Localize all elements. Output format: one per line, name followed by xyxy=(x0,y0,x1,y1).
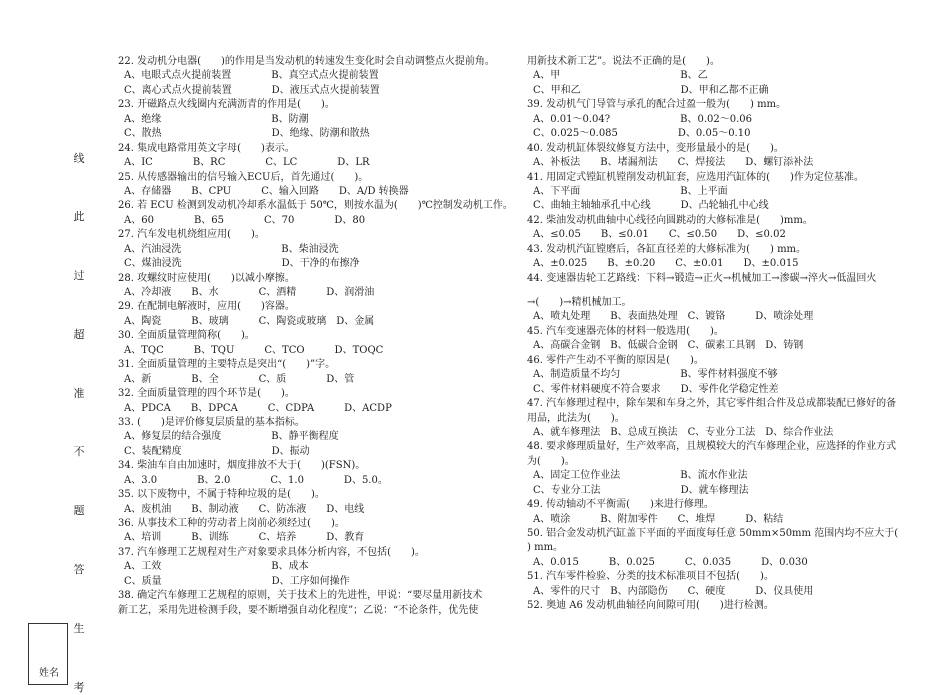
answer-options: C、曲轴主轴轴承孔中心线 D、凸轮轴孔中心线 xyxy=(533,200,769,212)
seal-char: 超 xyxy=(73,328,85,341)
answer-options: A、零件的尺寸 B、内部隐伤 C、硬度 D、仪具使用 xyxy=(533,585,814,597)
question-text: 34. 柴油车自由加速时，烟度排放不大于( )(FSN)。 xyxy=(118,460,366,472)
answer-options: C、专业分工法 D、就车修理法 xyxy=(533,484,749,496)
question-text: ) mm。 xyxy=(527,542,564,554)
answer-options: A、陶瓷 B、玻璃 C、陶瓷或玻璃 D、金属 xyxy=(124,315,375,327)
question-text: 44. 变速器齿轮工艺路线：下料→锻造→正火→机械加工→渗碳→淬火→低温回火 xyxy=(527,272,877,284)
answer-options: A、0.015 B、0.025 C、0.035 D、0.030 xyxy=(533,556,808,568)
answer-options: C、质量 D、工序如何操作 xyxy=(124,575,350,587)
question-text: 46. 零件产生动不平衡的原因是( )。 xyxy=(527,354,704,366)
answer-options: A、制造质量不均匀 B、零件材料强度不够 xyxy=(533,369,778,381)
seal-char: 生 xyxy=(73,622,85,635)
question-text: 31. 全面质量管理的主要特点是突出“( )”字。 xyxy=(118,359,336,371)
question-text: 25. 从传感器输出的信号输入ECU后，首先通过( )。 xyxy=(118,171,369,183)
question-text: 32. 全面质量管理的四个环节是( )。 xyxy=(118,388,295,400)
answer-options: A、±0.025 B、±0.20 C、±0.01 D、±0.015 xyxy=(533,258,799,270)
answer-options: C、离心式点火提前装置 D、液压式点火提前装置 xyxy=(124,84,380,96)
question-text: 45. 汽车变速器壳体的材料一般选用( )。 xyxy=(527,325,724,337)
answer-options: A、下平面 B、上平面 xyxy=(533,185,728,197)
answer-options: C、零件材料硬度不符合要求 D、零件化学稳定性差 xyxy=(533,383,779,395)
seal-char: 题 xyxy=(73,504,85,517)
answer-options: A、≤0.05 B、≤0.01 C、≤0.50 D、≤0.02 xyxy=(533,229,786,241)
answer-options: A、60 B、65 C、70 D、80 xyxy=(124,214,366,226)
question-text: 26. 若 ECU 检测到发动机冷却系水温低于 50℃，则按水温为( )℃控制发动机工作。 xyxy=(118,200,513,212)
question-text: 用品，此法为( )。 xyxy=(527,412,625,424)
answer-options: A、废机油 B、制动液 C、防冻液 D、电线 xyxy=(124,503,365,515)
question-text: 49. 传动轴动不平衡需( )来进行修理。 xyxy=(527,499,714,511)
answer-options: C、甲和乙 D、甲和乙都不正确 xyxy=(533,84,769,96)
answer-options: A、喷丸处理 B、表面热处理 C、镀铬 D、喷涂处理 xyxy=(533,311,814,323)
answer-options: A、存储器 B、CPU C、输入回路 D、A/D 转换器 xyxy=(124,185,409,197)
answer-options: A、IC B、RC C、LC D、LR xyxy=(124,157,370,169)
name-label: 姓名 xyxy=(39,668,59,679)
answer-options: A、修复层的结合强度 B、静平衡程度 xyxy=(124,431,339,443)
answer-options: A、喷涂 B、附加零件 C、堆焊 D、粘结 xyxy=(533,513,784,525)
question-text: 43. 发动机汽缸镗磨后，各缸直径差的大修标准为( ) mm。 xyxy=(527,243,807,255)
question-text: 38. 确定汽车修理工艺规程的原则，关于技术上的先进性，甲说：“要尽量用新技术 xyxy=(118,590,483,602)
question-text: 50. 铝合金发动机汽缸盖下平面的平面度每任意 50mm×50mm 范围内均不应大于( xyxy=(527,528,899,539)
answer-options: A、固定工位作业法 B、流水作业法 xyxy=(533,470,748,482)
question-text: 48. 要求修理质量好，生产效率高，且规模较大的汽车修理企业，应选择的作业方式 xyxy=(527,441,897,453)
seal-char: 准 xyxy=(73,387,85,400)
question-text: 40. 发动机缸体裂纹修复方法中，变形量最小的是( )。 xyxy=(527,142,784,154)
question-text: 新工艺，采用先进检测手段，要不断增强自动化程度”；乙说：“不论条件，优先使 xyxy=(118,604,479,616)
question-text: →( )→精机械加工。 xyxy=(527,297,632,308)
answer-options: C、煤油浸洗 D、干净的布擦净 xyxy=(124,258,360,270)
seal-char: 答 xyxy=(73,563,85,576)
seal-char: 考 xyxy=(73,681,85,694)
answer-options: A、PDCA B、DPCA C、CDPA D、ACDP xyxy=(124,402,392,414)
answer-options: A、甲 B、乙 xyxy=(533,70,708,82)
seal-char: 过 xyxy=(73,269,85,282)
question-column-left xyxy=(118,55,513,618)
examinee-name-box xyxy=(28,623,68,685)
question-text: 52. 奥迪 A6 发动机曲轴径向间隙可用( )进行检测。 xyxy=(527,600,774,612)
question-column-right xyxy=(527,55,899,614)
question-text: 47. 汽车修理过程中，除车架和车身之外，其它零件组合件及总成都装配已修好的备 xyxy=(527,398,897,410)
seal-char: 此 xyxy=(73,210,85,223)
answer-options: A、汽油浸洗 B、柴油浸洗 xyxy=(124,243,339,255)
question-text: 35. 以下废物中，不属于特种垃圾的是( )。 xyxy=(118,489,325,501)
question-text: 39. 发动机气门导管与承孔的配合过盈一般为( ) mm。 xyxy=(527,99,787,111)
question-text: 为( )。 xyxy=(527,455,575,467)
question-text: 24. 集成电路常用英文字母( )表示。 xyxy=(118,142,295,154)
question-text: 29. 在配制电解液时，应用( )容器。 xyxy=(118,301,295,313)
seal-char: 线 xyxy=(73,152,85,165)
answer-options: C、0.025～0.085 D、0.05～0.10 xyxy=(533,128,751,140)
answer-options: A、就车修理法 B、总成互换法 C、专业分工法 D、综合作业法 xyxy=(533,426,834,438)
question-text: 22. 发动机分电器( )的作用是当发动机的转速发生变化时会自动调整点火提前角。 xyxy=(118,56,495,67)
answer-options: A、0.01～0.04? B、0.02～0.06 xyxy=(533,113,752,125)
answer-options: A、工效 B、成本 xyxy=(124,561,309,573)
answer-options: C、散热 D、绝缘、防潮和散热 xyxy=(124,128,370,140)
answer-options: A、培训 B、训练 C、培养 D、教育 xyxy=(124,532,365,544)
answer-options: A、新 B、全 C、质 D、管 xyxy=(124,373,355,385)
question-text: 51. 汽车零件检验、分类的技术标准项目不包括( )。 xyxy=(527,571,774,583)
question-text: 37. 汽车修理工艺规程对生产对象要求具体分析内容，不包括( )。 xyxy=(118,546,425,558)
answer-options: A、电眼式点火提前装置 B、真空式点火提前装置 xyxy=(124,70,379,82)
answer-options: A、高碳合金钢 B、低碳合金钢 C、碳素工具钢 D、铸钢 xyxy=(533,340,804,352)
question-text: 42. 柴油发动机曲轴中心线径向圆跳动的大修标准是( )mm。 xyxy=(527,214,813,226)
answer-options: A、冷却液 B、水 C、酒精 D、润滑油 xyxy=(124,287,375,298)
question-text: 27. 汽车发电机绕组应用( )。 xyxy=(118,229,265,241)
question-text: 28. 攻螺纹时应使用( )以减小摩擦。 xyxy=(118,272,295,284)
seal-char: 不 xyxy=(73,445,85,458)
spacer xyxy=(527,286,889,296)
question-text: 33. ( )是评价修复层质量的基本指标。 xyxy=(118,416,305,428)
question-text: 30. 全面质量管理简称( )。 xyxy=(118,330,255,342)
answer-options: A、绝缘 B、防潮 xyxy=(124,113,309,125)
question-text: 用新技术新工艺”。说法不正确的是( )。 xyxy=(527,56,720,67)
answer-options: A、TQC B、TQU C、TCO D、TOQC xyxy=(124,344,384,356)
question-text: 41. 用固定式镗缸机镗削发动机缸套，应选用汽缸体的( )作为定位基准。 xyxy=(527,171,864,183)
answer-options: A、补板法 B、堵漏剂法 C、焊接法 D、螺钉添补法 xyxy=(533,157,814,169)
question-text: 23. 开磁路点火线圈内充满沥青的作用是( )。 xyxy=(118,99,335,111)
answer-options: A、3.0 B、2.0 C、1.0 D、5.0。 xyxy=(124,474,388,486)
question-text: 36. 从事技术工种的劳动者上岗前必须经过( )。 xyxy=(118,518,345,529)
answer-options: C、装配精度 D、振动 xyxy=(124,445,310,457)
